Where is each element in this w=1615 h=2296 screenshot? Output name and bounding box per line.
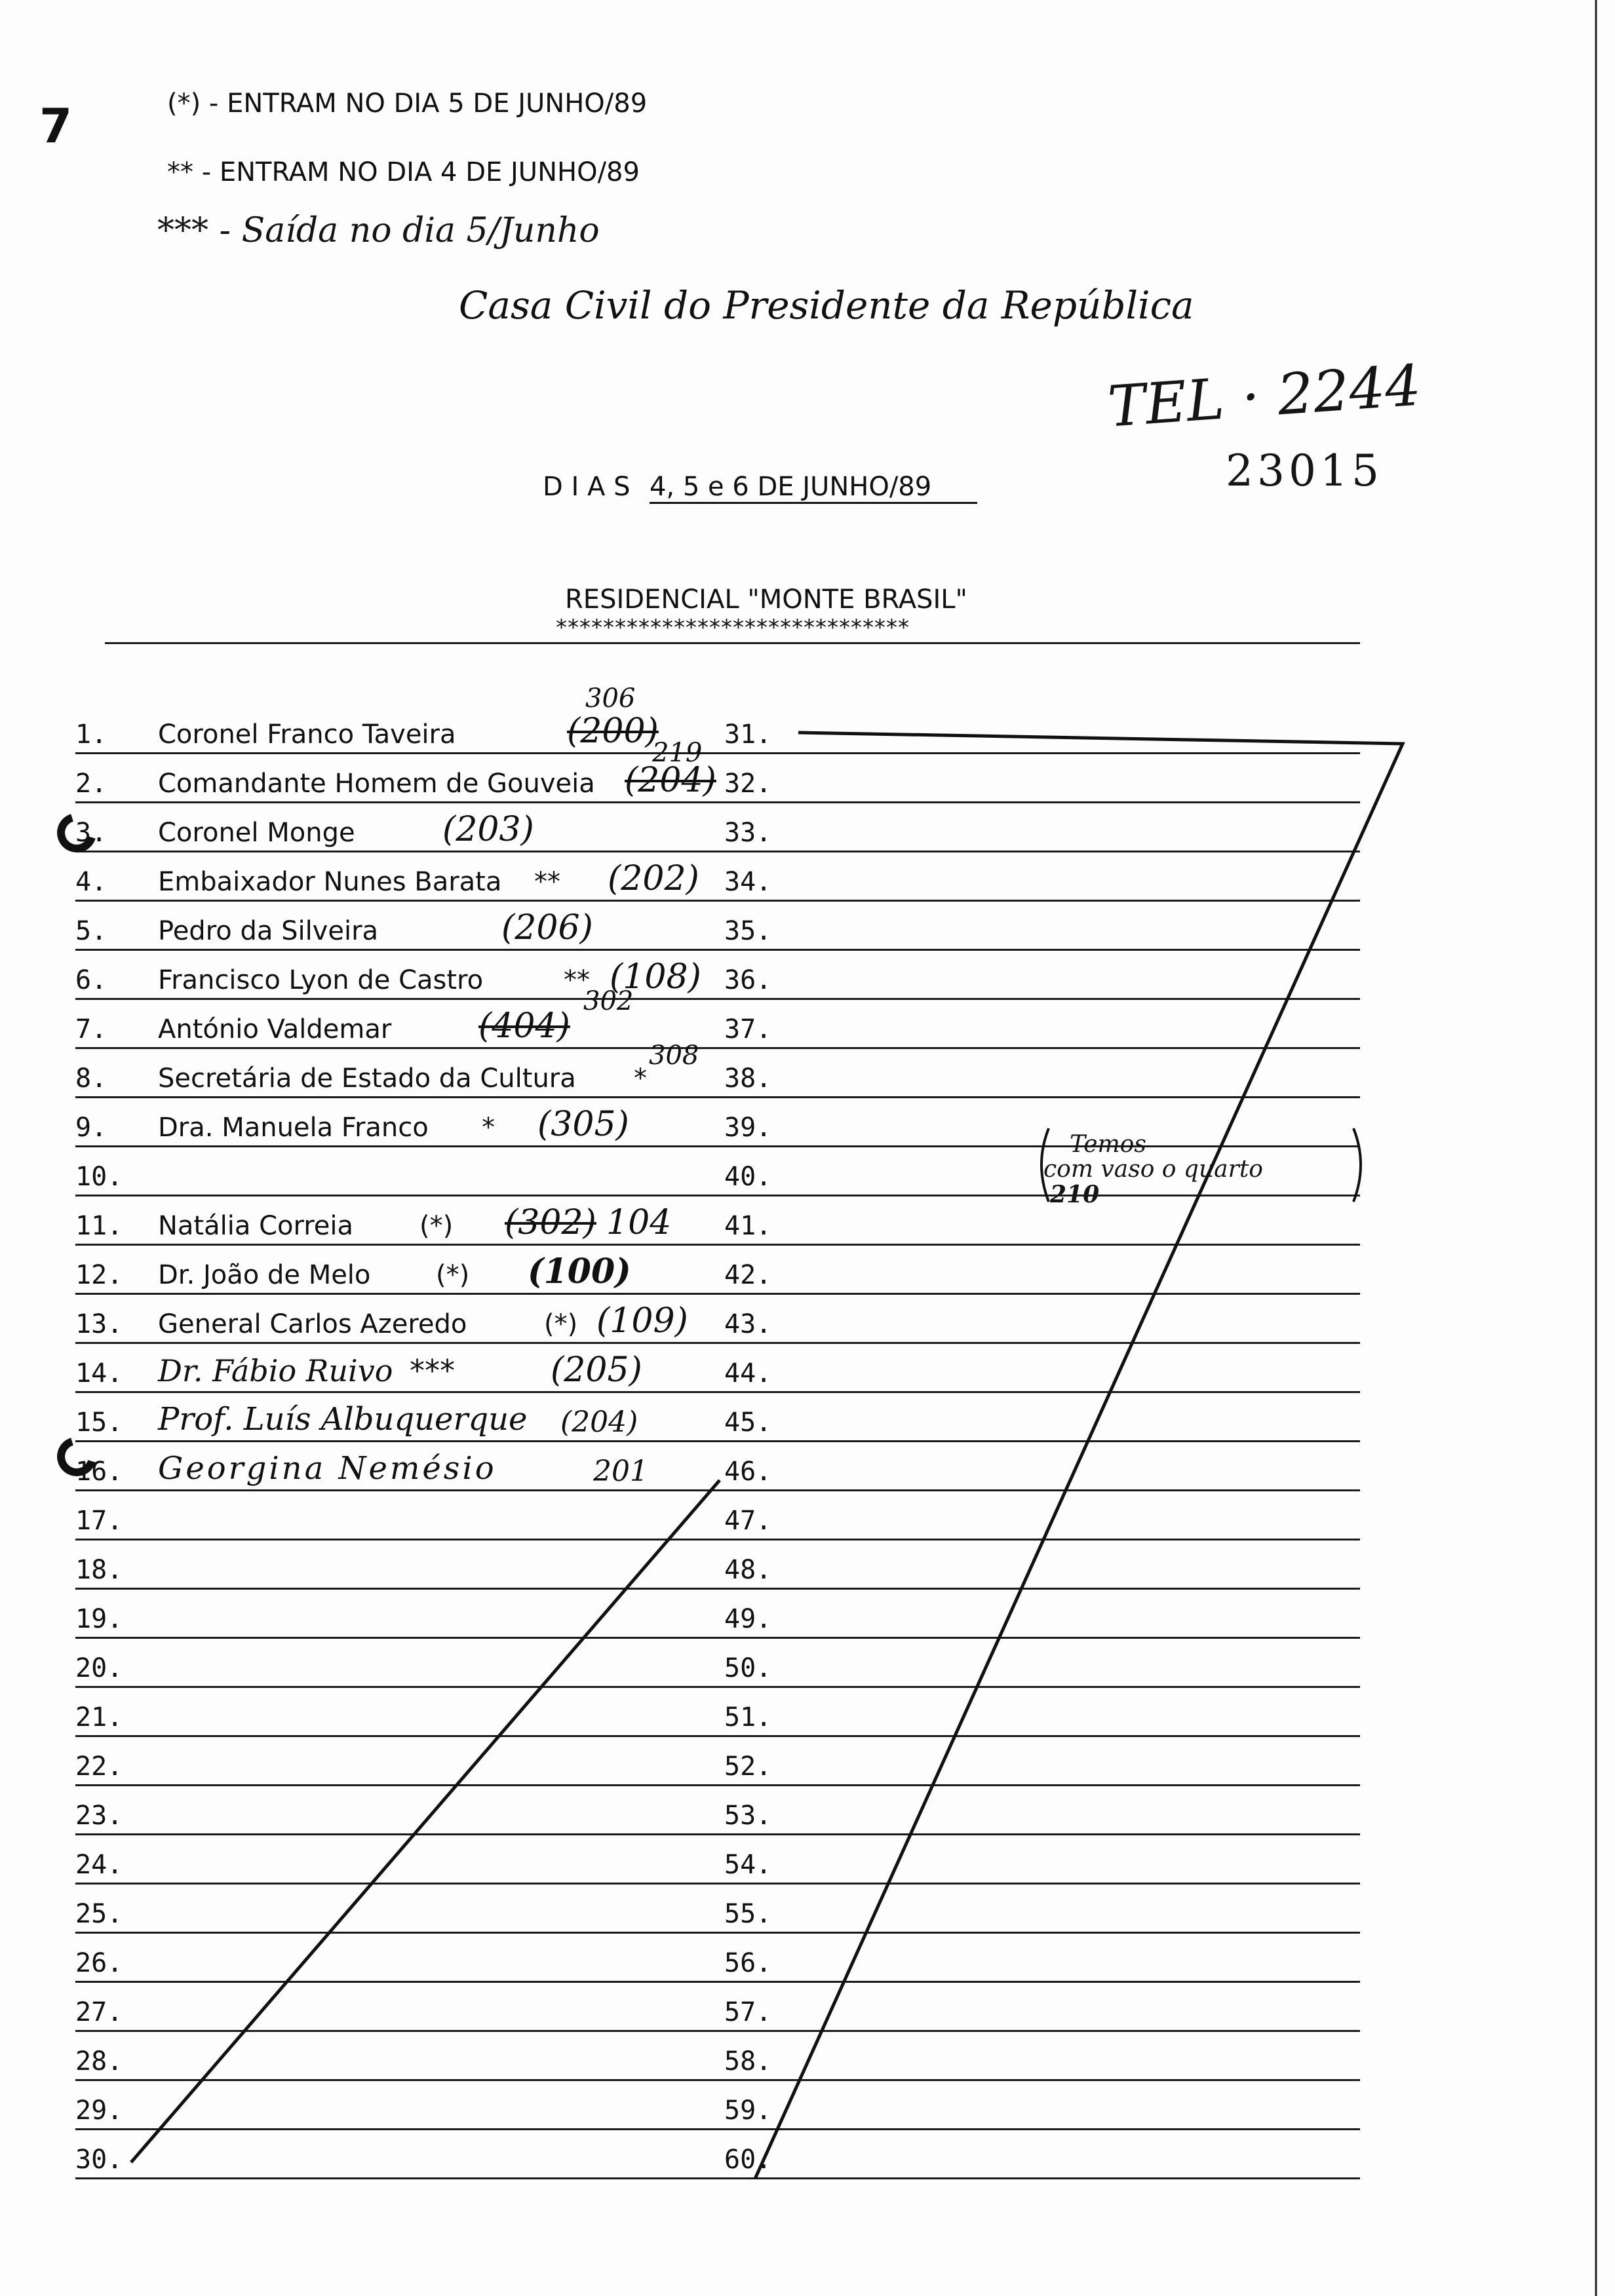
side-note-handwritten	[1043, 1132, 1263, 1207]
right-row-number: 58.	[724, 2046, 772, 2076]
row-number: 10.	[75, 1162, 123, 1192]
header-rule	[105, 642, 1360, 644]
list-row	[75, 851, 1360, 902]
room-number: 104	[606, 1203, 672, 1242]
right-row-number: 35.	[724, 916, 772, 946]
list-row	[75, 1784, 1360, 1835]
dates-label	[543, 472, 977, 502]
guest-name-handwritten: Dr. Fábio Ruivo	[158, 1353, 393, 1388]
list-row	[75, 738, 1360, 803]
room-number: 306	[585, 683, 636, 714]
row-number: 27.	[75, 1997, 123, 2027]
room-number-struck: (302)	[505, 1203, 596, 1242]
list-row	[75, 801, 1360, 852]
residence-asterisks: ******************************	[556, 615, 910, 641]
side-note-line-1: Temos	[1070, 1131, 1146, 1158]
right-row-number: 55.	[724, 1899, 772, 1929]
room-number-struck: (404)	[478, 1006, 570, 1046]
guest-name: General Carlos Azeredo	[158, 1309, 467, 1339]
list-row	[75, 1883, 1360, 1934]
guest-name: Secretária de Estado da Cultura	[158, 1063, 576, 1094]
right-row-number: 57.	[724, 1997, 772, 2027]
entry-mark: **	[564, 965, 590, 995]
right-row-number: 43.	[724, 1309, 772, 1339]
guest-name: Dra. Manuela Franco	[158, 1113, 429, 1143]
room-number: (108)	[610, 957, 701, 997]
row-number: 1.	[75, 719, 107, 750]
guest-name: Coronel Franco Taveira	[158, 719, 456, 750]
guest-name: António Valdemar	[158, 1014, 392, 1044]
row-number: 4.	[75, 867, 107, 897]
list-row	[75, 1041, 1360, 1098]
right-row-number: 37.	[724, 1014, 772, 1044]
room-number: 201	[593, 1455, 648, 1488]
list-row	[75, 1539, 1360, 1590]
right-row-number: 49.	[724, 1604, 772, 1634]
right-row-number: 52.	[724, 1751, 772, 1782]
guest-name-handwritten: Prof. Luís Albuquerque	[158, 1401, 528, 1438]
right-row-number: 38.	[724, 1063, 772, 1094]
margin-number: 7	[39, 98, 73, 153]
list-row	[75, 2030, 1360, 2081]
right-row-number: 44.	[724, 1358, 772, 1388]
row-number: 21.	[75, 1702, 123, 1732]
row-number: 3.	[75, 818, 107, 848]
guest-name: Pedro da Silveira	[158, 916, 379, 946]
room-number: (206)	[501, 908, 593, 947]
room-number: 308	[649, 1041, 699, 1071]
row-number: 20.	[75, 1653, 123, 1683]
entry-mark: **	[534, 867, 560, 897]
row-number: 23.	[75, 1801, 123, 1831]
row-number: 28.	[75, 2046, 123, 2076]
phone-tel-handwritten: TEL · 2244	[1106, 353, 1424, 440]
room-number: 302	[583, 986, 634, 1016]
row-number: 6.	[75, 965, 107, 995]
guest-name-handwritten: Georgina Nemésio	[158, 1450, 497, 1487]
list-row	[75, 1489, 1360, 1540]
row-number: 14.	[75, 1358, 123, 1388]
entry-mark: ***	[410, 1353, 455, 1388]
right-row-number: 32.	[724, 769, 772, 799]
right-row-number: 45.	[724, 1407, 772, 1438]
right-row-number: 56.	[724, 1948, 772, 1978]
room-number: (202)	[608, 859, 699, 898]
side-note-line-3: 210	[1050, 1181, 1100, 1208]
entry-mark: (*)	[419, 1211, 454, 1241]
right-row-number: 33.	[724, 818, 772, 848]
right-row-number: 54.	[724, 1850, 772, 1880]
right-row-number: 60.	[724, 2145, 772, 2175]
list-row	[75, 1833, 1360, 1885]
guest-name: Comandante Homem de Gouveia	[158, 769, 595, 799]
list-row	[75, 986, 1360, 1049]
phone-number-handwritten: 23015	[1226, 446, 1383, 496]
note-line-2: ** - ENTRAM NO DIA 4 DE JUNHO/89	[167, 157, 640, 187]
row-number: 22.	[75, 1751, 123, 1782]
letterhead: Casa Civil do Presidente da República	[459, 283, 1194, 328]
right-row-number: 47.	[724, 1506, 772, 1536]
guest-name: Dr. João de Melo	[158, 1260, 371, 1290]
list-row	[75, 1391, 1360, 1442]
right-row-number: 36.	[724, 965, 772, 995]
list-row	[75, 1735, 1360, 1786]
list-row	[75, 1981, 1360, 2032]
row-number: 17.	[75, 1506, 123, 1536]
row-number: 5.	[75, 916, 107, 946]
dates-value: 4, 5 e 6 DE JUNHO/89	[650, 472, 977, 504]
row-number: 19.	[75, 1604, 123, 1634]
row-number: 8.	[75, 1063, 107, 1094]
list-row	[75, 1440, 1360, 1491]
dates-prefix: D I A S	[543, 472, 631, 502]
right-row-number: 53.	[724, 1801, 772, 1831]
row-number: 13.	[75, 1309, 123, 1339]
residence-title: RESIDENCIAL "MONTE BRASIL"	[565, 584, 967, 615]
list-row	[75, 2079, 1360, 2130]
room-number-struck: (204)	[625, 761, 716, 800]
row-number: 25.	[75, 1899, 123, 1929]
right-row-number: 39.	[724, 1113, 772, 1143]
row-number: 7.	[75, 1014, 107, 1044]
right-row-number: 50.	[724, 1653, 772, 1683]
row-number: 26.	[75, 1948, 123, 1978]
row-number: 12.	[75, 1260, 123, 1290]
room-number: (305)	[537, 1105, 629, 1144]
entry-mark: (*)	[436, 1260, 470, 1290]
row-number: 16.	[75, 1457, 123, 1487]
row-number: 24.	[75, 1850, 123, 1880]
guest-name: Coronel Monge	[158, 818, 355, 848]
right-row-number: 51.	[724, 1702, 772, 1732]
room-number: (109)	[596, 1301, 688, 1341]
guest-name: Embaixador Nunes Barata	[158, 867, 502, 897]
right-row-number: 41.	[724, 1211, 772, 1241]
entry-mark: *	[634, 1063, 647, 1094]
list-row	[75, 1588, 1360, 1639]
entry-mark: *	[482, 1113, 495, 1143]
room-number: (203)	[442, 810, 534, 849]
room-number: (100)	[528, 1252, 631, 1292]
row-number: 15.	[75, 1407, 123, 1438]
guest-name: Francisco Lyon de Castro	[158, 965, 484, 995]
row-number: 9.	[75, 1113, 107, 1143]
note-line-3-handwritten: *** - Saída no dia 5/Junho	[157, 211, 600, 250]
note-line-1: (*) - ENTRAM NO DIA 5 DE JUNHO/89	[167, 88, 648, 119]
row-number: 30.	[75, 2145, 123, 2175]
right-row-number: 59.	[724, 2095, 772, 2126]
guest-name: Natália Correia	[158, 1211, 354, 1241]
right-row-number: 34.	[724, 867, 772, 897]
list-row	[75, 1342, 1360, 1393]
list-row	[75, 1686, 1360, 1737]
row-number: 11.	[75, 1211, 123, 1241]
list-row	[75, 2128, 1360, 2179]
row-number: 18.	[75, 1555, 123, 1585]
list-row	[75, 683, 1360, 754]
list-row	[75, 900, 1360, 951]
list-row	[75, 1244, 1360, 1295]
row-number: 29.	[75, 2095, 123, 2126]
list-row	[75, 1637, 1360, 1688]
right-row-number: 40.	[724, 1162, 772, 1192]
room-number: (204)	[560, 1406, 638, 1439]
row-number: 2.	[75, 769, 107, 799]
room-number-struck: (200)	[567, 712, 659, 751]
list-row	[75, 949, 1360, 1000]
room-number: 219	[652, 738, 703, 768]
side-note-line-2: com vaso o quarto	[1043, 1156, 1263, 1183]
list-row	[75, 1932, 1360, 1983]
right-row-number: 42.	[724, 1260, 772, 1290]
list-row	[75, 1293, 1360, 1344]
entry-mark: (*)	[544, 1309, 578, 1339]
right-row-number: 48.	[724, 1555, 772, 1585]
room-number: (205)	[551, 1350, 642, 1390]
right-row-number: 46.	[724, 1457, 772, 1487]
right-row-number: 31.	[724, 719, 772, 750]
